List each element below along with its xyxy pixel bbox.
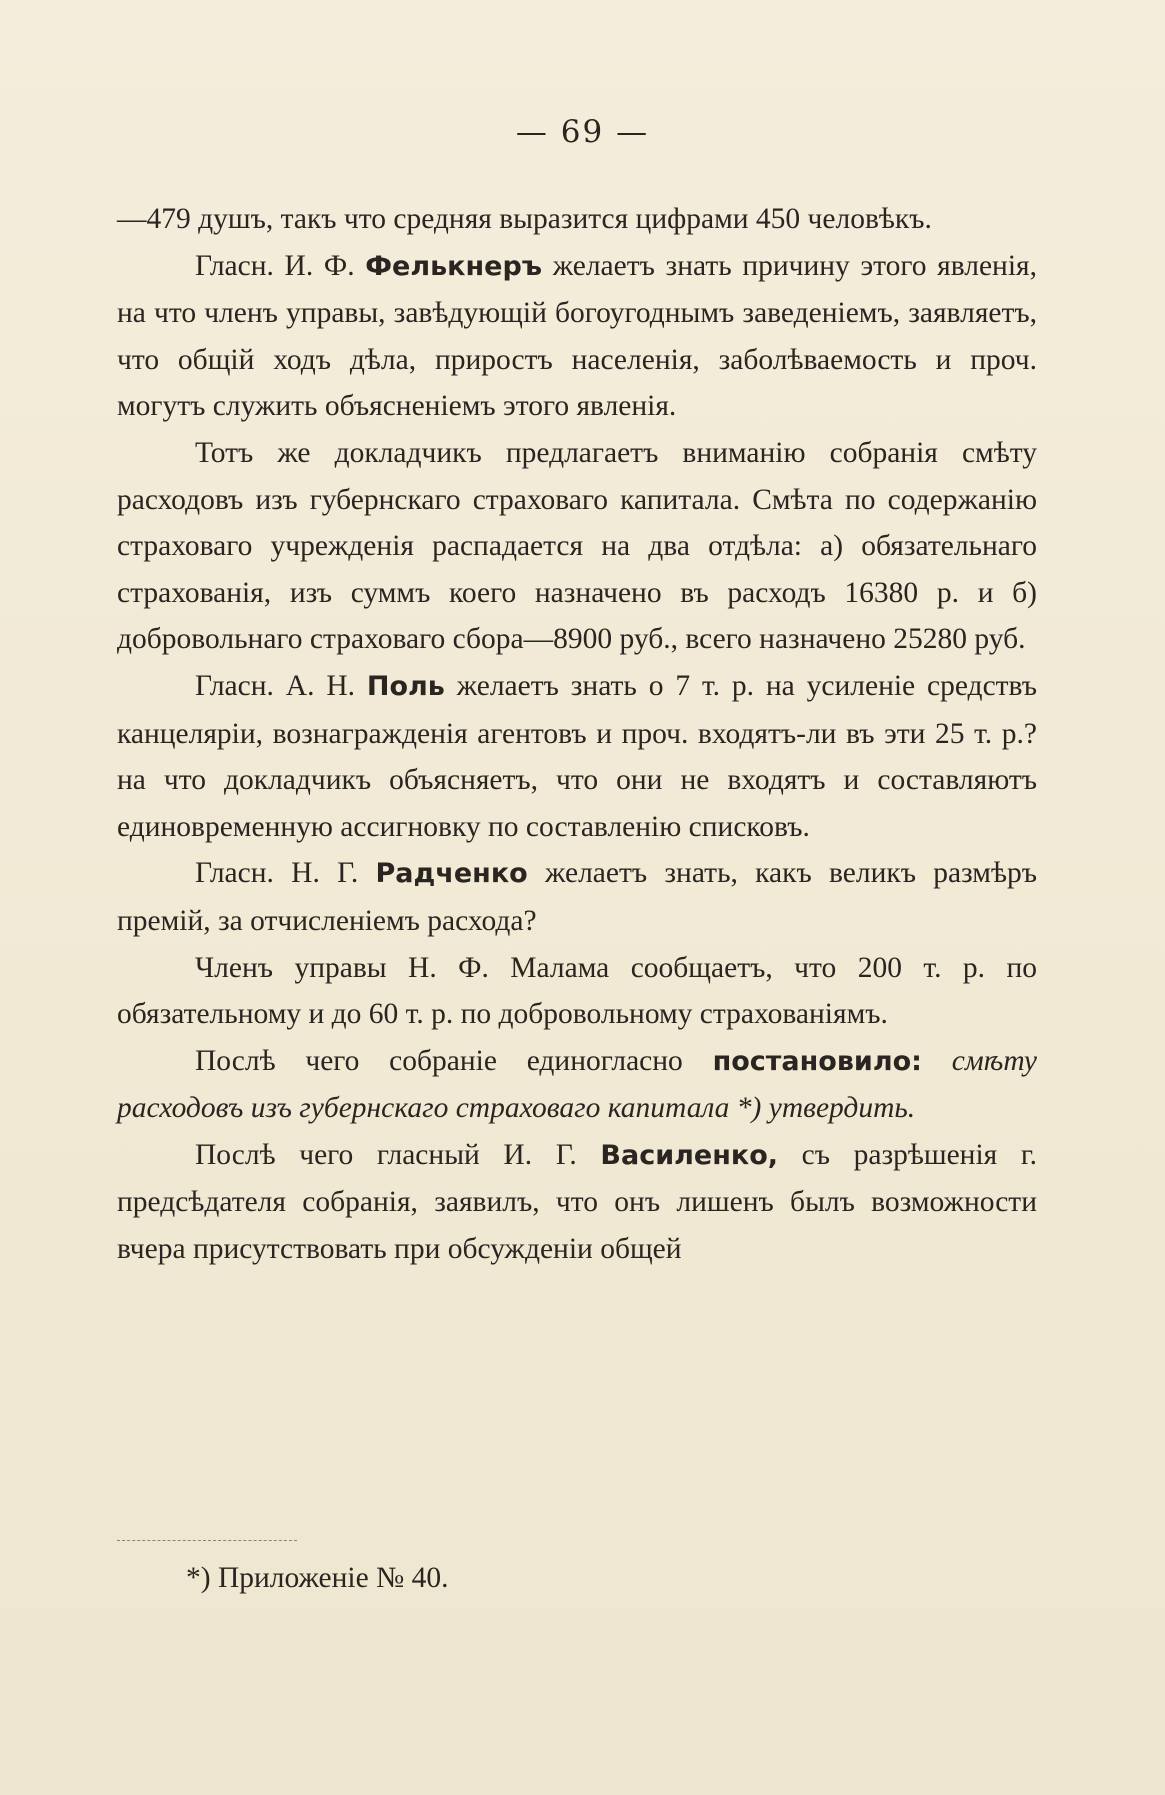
paragraph-7 <box>117 1038 1037 1132</box>
paragraph-3: Тотъ же докладчикъ предлагаетъ вниманію собранія смѣту расходовъ изъ губернскаго страховаго капитала. Смѣта по содержанію страховаго учрежденія распадается на два отдѣла: а) обязательнаго страхованія, изъ суммъ коего назначено въ расходъ 16380 р. и б) добровольнаго страховаго сбора—8900 руб., всего назначено 25280 руб. <box>117 436 1037 656</box>
page-number: — 69 — <box>515 114 650 150</box>
paragraph-6: Членъ управы Н. Ф. Малама сообщаетъ, что 200 т. р. по обязательному и до 60 т. р. по добровольному страхованіямъ. <box>117 951 1037 1031</box>
p2-pre: Гласн. И. Ф. <box>195 249 366 282</box>
p4-pre: Гласн. А. Н. <box>195 669 367 702</box>
footnote-rule <box>117 1540 297 1541</box>
p5-pre: Гласн. Н. Г. <box>195 857 376 890</box>
paragraph-2 <box>117 243 1037 430</box>
paragraph-5 <box>117 850 1037 944</box>
paragraph-1: —479 душъ, такъ что средняя выразится цифрами 450 человѣкъ. <box>117 203 932 235</box>
p8-pre: Послѣ чего гласный И. Г. <box>195 1138 601 1171</box>
p7-pre: Послѣ чего собраніе единогласно <box>195 1044 713 1077</box>
p8-name: Василенко, <box>600 1139 779 1171</box>
body-text <box>117 196 1037 1273</box>
p4-post: желаетъ знать о 7 т. р. на усиленіе средствъ канцеляріи, вознагражденія агентовъ и проч. входятъ-ли въ эти 25 т. р.? на что докладчикъ объясняетъ, что они не входятъ и составляютъ единовременную ассигновку по составленію списковъ. <box>117 669 1038 843</box>
footnote: *) Приложеніе № 40. <box>186 1562 449 1594</box>
p7-decree: постановило: <box>712 1045 922 1077</box>
p4-name: Поль <box>366 670 445 702</box>
p5-name: Радченко <box>375 858 528 890</box>
paragraph-8 <box>117 1132 1037 1273</box>
p2-name: Фелькнеръ <box>365 250 543 282</box>
p8-post: съ разрѣшенія г. предсѣдателя собранія, заявилъ, что онъ лишенъ былъ возможности вчера присутствовать при обсужденіи общей <box>117 1138 1037 1266</box>
p5-post: желаетъ знать, какъ великъ размѣръ премій, за отчисленіемъ расхода? <box>117 857 1037 937</box>
p2-post: желаетъ знать причину этого явленія, на что членъ управы, завѣдующій богоугоднымъ заведеніемъ, заявляетъ, что общій ходъ дѣла, приростъ населенія, заболѣваемость и проч. могутъ служить объясненіемъ этого явленія. <box>117 249 1037 423</box>
paragraph-4 <box>117 663 1037 850</box>
p7-italic: смѣту расходовъ изъ губернскаго страховаго капитала *) утвердить. <box>117 1044 1037 1125</box>
